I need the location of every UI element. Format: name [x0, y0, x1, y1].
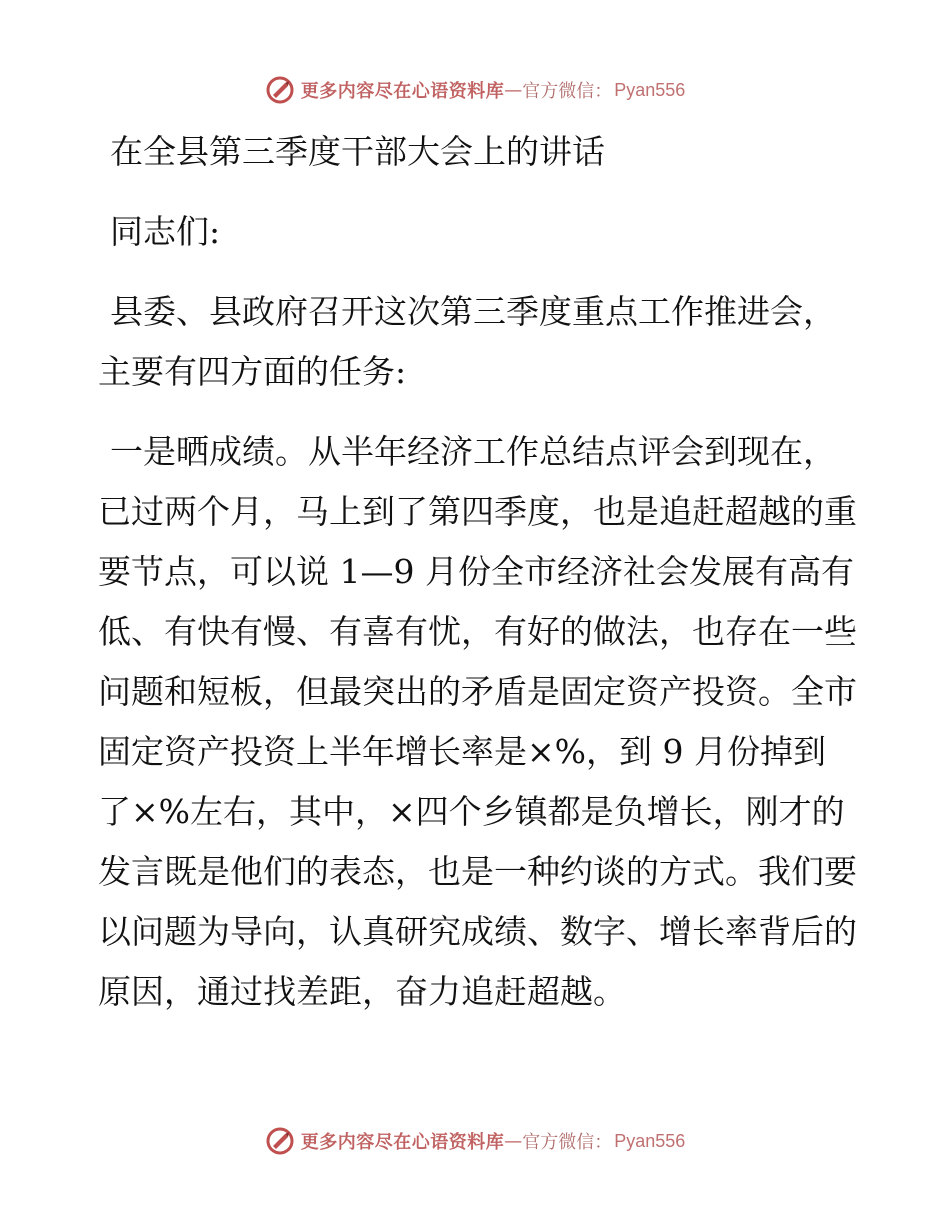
footer-watermark — [0, 1123, 950, 1159]
document-body — [98, 122, 858, 1022]
watermark-dash: — — [504, 79, 523, 101]
watermark-text: 更多内容尽在心语资料库 — [300, 1132, 505, 1153]
watermark-wechat-id: Pyan556 — [614, 1130, 686, 1151]
watermark-colon: ： — [594, 81, 613, 102]
document-title: 在全县第三季度干部大会上的讲话 — [110, 132, 605, 171]
watermark-label: 官方微信 — [522, 81, 595, 102]
salutation: 同志们: — [110, 212, 221, 251]
watermark-colon: ： — [594, 1132, 613, 1153]
paragraph-2: 一是晒成绩。从半年经济工作总结点评会到现在，已过两个月，马上到了第四季度，也是追赶超越的重要节点，可以说 1—9 月份全市经济社会发展有高有低、有快有慢、有喜有忧，有好的做法，也存在一些问题和短板，但最突出的矛盾是固定资产投资。全市固定资产投资上半年增长率是×%，到 9 月份掉到了×%左右，其中，×四个乡镇都是负增长，刚才的发言既是他们的表态，也是一种约谈的方式。我们要以问题为导向，认真研究成绩、数字、增长率背后的原因，通过找差距，奋力追赶超越。 — [98, 432, 857, 1011]
watermark-label: 官方微信 — [522, 1132, 595, 1153]
watermark-wechat-id: Pyan556 — [614, 79, 686, 100]
watermark-dash: — — [504, 1130, 523, 1152]
watermark-text: 更多内容尽在心语资料库 — [300, 81, 505, 102]
header-watermark — [0, 72, 950, 108]
paragraph-1: 县委、县政府召开这次第三季度重点工作推进会，主要有四方面的任务: — [98, 292, 836, 391]
pen-logo-icon — [265, 75, 295, 105]
pen-logo-icon — [265, 1126, 295, 1156]
